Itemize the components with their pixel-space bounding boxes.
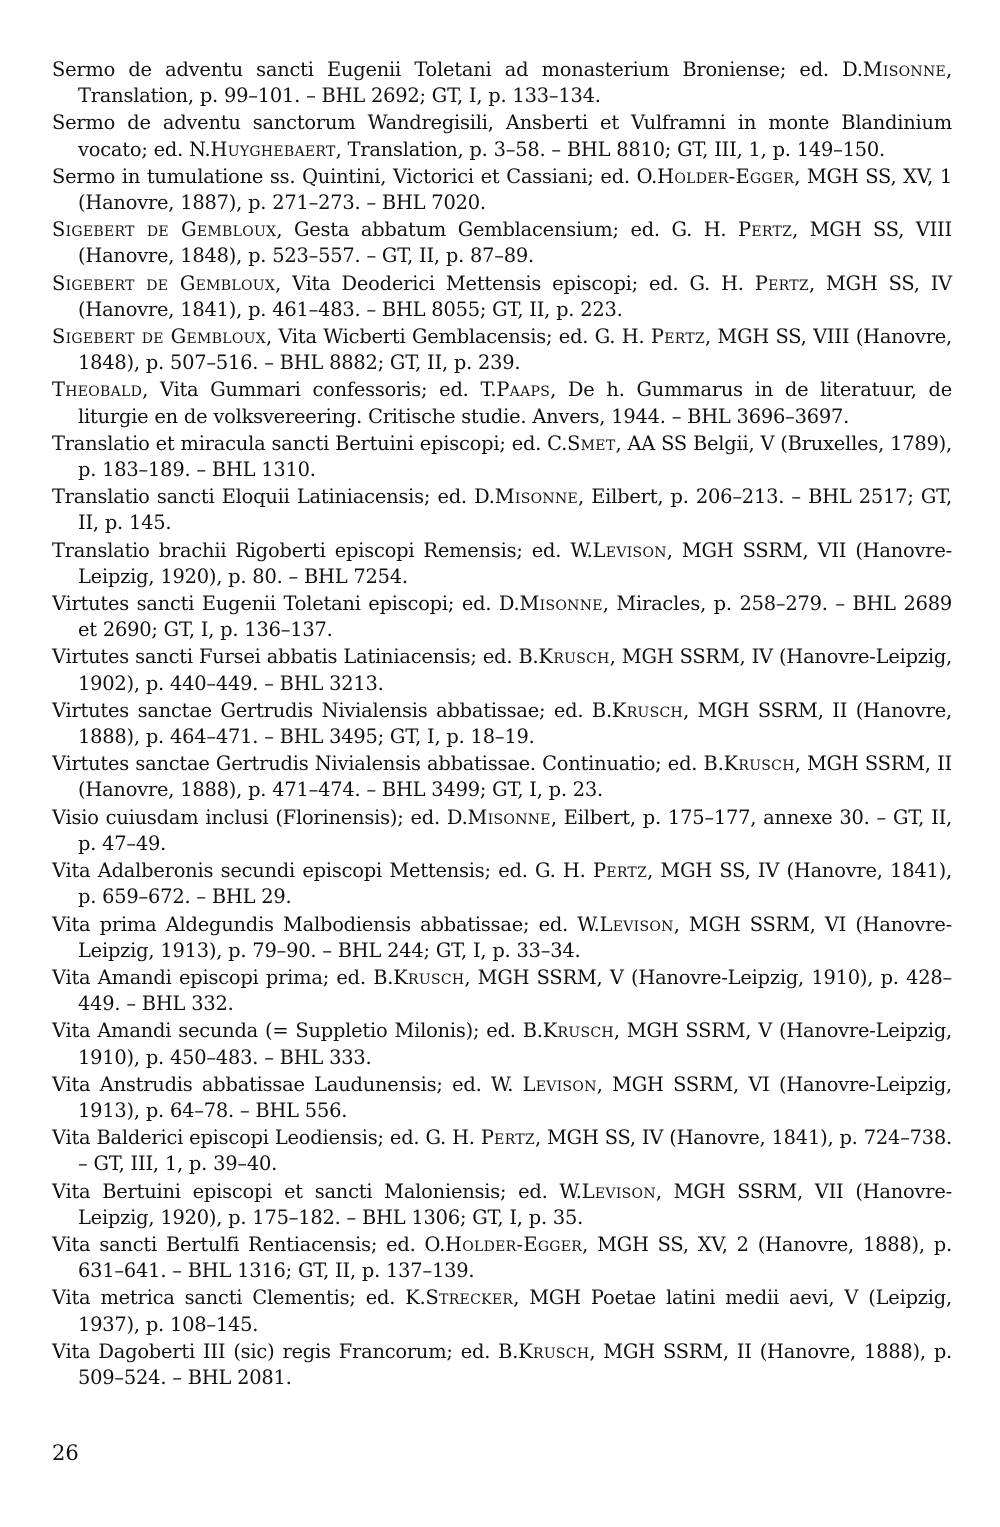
entry-text: , MGH SS, XV, 2 (Hanovre, 1888), p. 631–641. – BHL 1316; GT, II, p. 137–139. bbox=[78, 1232, 952, 1283]
entry-text: , MGH SS, VIII (Hanovre, 1848), p. 523–557. – GT, II, p. 87–89. bbox=[78, 218, 952, 268]
entry-text: , MGH SSRM, VII (Hanovre-Leipzig, 1920), p. 175–182. – BHL 1306; GT, I, p. 35. bbox=[78, 1179, 952, 1229]
entry-text: , Vita Wicberti Gemblacensis; ed. G. H. bbox=[266, 325, 651, 349]
page-number: 26 bbox=[52, 1441, 79, 1465]
author-name: Levison bbox=[599, 912, 674, 936]
entry-text: Virtutes sanctae Gertrudis Nivialensis abbatissae; ed. B. bbox=[52, 698, 612, 722]
bibliography-entry bbox=[52, 377, 952, 429]
bibliography-entry bbox=[52, 217, 952, 269]
bibliography-entry bbox=[52, 164, 952, 216]
entry-text: , Miracles, p. 258–279. – BHL 2689 et 2690; GT, I, p. 136–137. bbox=[78, 592, 952, 642]
entry-text: , MGH SS, XV, 1 (Hanovre, 1887), p. 271–273. – BHL 7020. bbox=[78, 164, 952, 215]
entry-text: , MGH SS, IV (Hanovre, 1841), p. 659–672. – BHL 29. bbox=[78, 859, 952, 909]
author-name: Paaps bbox=[496, 378, 551, 402]
entry-text: , MGH SSRM, II (Hanovre, 1888), p. 509–524. – BHL 2081. bbox=[78, 1339, 952, 1389]
entry-text: Vita Balderici episcopi Leodiensis; ed. G. H. bbox=[52, 1126, 481, 1150]
entry-text: , De h. Gummarus in de literatuur, de liturgie en de volksvereering. Critische studie. Anvers, 1944. – BHL 3696–3697. bbox=[78, 378, 952, 428]
entry-text: , AA SS Belgii, V (Bruxelles, 1789), p. 183–189. – BHL 1310. bbox=[78, 431, 952, 482]
author-name: Smet bbox=[567, 431, 616, 455]
entry-text: Vita sancti Bertulfi Rentiacensis; ed. O. bbox=[52, 1232, 446, 1256]
bibliography-list bbox=[52, 57, 952, 1392]
bibliography-entry bbox=[52, 1125, 952, 1177]
entry-text: Virtutes sancti Eugenii Toletani episcopi; ed. D. bbox=[52, 592, 520, 616]
bibliography-entry bbox=[52, 965, 952, 1017]
bibliography-entry bbox=[52, 698, 952, 750]
author-name: Levison bbox=[581, 1179, 656, 1203]
bibliography-entry bbox=[52, 57, 952, 109]
author-name: Pertz bbox=[592, 859, 648, 883]
entry-text: , MGH SSRM, V (Hanovre-Leipzig, 1910), p. 428–449. – BHL 332. bbox=[78, 965, 953, 1016]
author-name: Strecker bbox=[425, 1286, 514, 1310]
bibliography-entry bbox=[52, 805, 952, 857]
entry-text: Vita Dagoberti III (sic) regis Francorum; ed. B. bbox=[52, 1339, 519, 1363]
entry-text: , MGH SSRM, II (Hanovre, 1888), p. 471–474. – BHL 3499; GT, I, p. 23. bbox=[78, 752, 952, 802]
author-name: Levison bbox=[592, 538, 667, 562]
author-name: Sigebert de Gembloux bbox=[52, 325, 266, 349]
entry-text: , Vita Deoderici Mettensis episcopi; ed. G. H. bbox=[275, 271, 755, 295]
bibliography-entry bbox=[52, 1072, 952, 1124]
author-name: Misonne bbox=[519, 592, 603, 616]
entry-text: Sermo in tumulatione ss. Quintini, Victorici et Cassiani; ed. O. bbox=[52, 164, 658, 188]
author-name: Krusch bbox=[518, 1339, 590, 1363]
bibliography-entry bbox=[52, 1339, 952, 1391]
entry-text: , Gesta abbatum Gemblacensium; ed. G. H. bbox=[276, 218, 739, 242]
entry-text: Sermo de adventu sancti Eugenii Toletani ad monasterium Broniense; ed. D. bbox=[52, 58, 863, 81]
entry-text: Translatio sancti Eloquii Latiniacensis; ed. D. bbox=[52, 485, 495, 509]
author-name: Pertz bbox=[754, 271, 809, 295]
entry-text: , Eilbert, p. 206–213. – BHL 2517; GT, II, p. 145. bbox=[78, 485, 953, 535]
entry-text: , MGH SS, IV (Hanovre, 1841), p. 461–483. – BHL 8055; GT, II, p. 223. bbox=[78, 271, 952, 321]
entry-text: Vita Amandi secunda (= Suppletio Milonis); ed. B. bbox=[52, 1019, 543, 1043]
entry-text: Virtutes sancti Fursei abbatis Latiniacensis; ed. B. bbox=[52, 645, 539, 669]
bibliography-entry bbox=[52, 110, 952, 162]
entry-text: , MGH SSRM, V (Hanovre-Leipzig, 1910), p. 450–483. – BHL 333. bbox=[78, 1019, 952, 1069]
entry-text: Translatio brachii Rigoberti episcopi Remensis; ed. W. bbox=[52, 538, 593, 562]
bibliography-entry bbox=[52, 324, 952, 376]
entry-text: , MGH Poetae latini medii aevi, V (Leipzig, 1937), p. 108–145. bbox=[78, 1286, 952, 1336]
bibliography-entry bbox=[52, 431, 952, 483]
author-name: Krusch bbox=[542, 1019, 614, 1043]
entry-text: , Translation, p. 3–58. – BHL 8810; GT, III, 1, p. 149–150. bbox=[335, 137, 886, 161]
entry-text: , MGH SSRM, VI (Hanovre-Leipzig, 1913), p. 64–78. – BHL 556. bbox=[78, 1072, 952, 1122]
author-name: Holder-Egger bbox=[657, 164, 795, 188]
entry-text: Translatio et miracula sancti Bertuini episcopi; ed. C. bbox=[52, 431, 568, 455]
author-name: Sigebert de Gembloux bbox=[52, 218, 277, 242]
author-name: Pertz bbox=[650, 325, 706, 349]
author-name: Misonne bbox=[494, 485, 579, 509]
bibliography-entry bbox=[52, 484, 952, 536]
entry-text: Vita metrica sancti Clementis; ed. K. bbox=[52, 1286, 426, 1310]
entry-text: , Eilbert, p. 175–177, annexe 30. – GT, II, p. 47–49. bbox=[78, 805, 952, 855]
entry-text: Vita Amandi episcopi prima; ed. B. bbox=[52, 965, 394, 989]
author-name: Pertz bbox=[738, 218, 793, 242]
entry-text: , Translation, p. 99–101. – BHL 2692; GT, I, p. 133–134. bbox=[78, 58, 952, 108]
author-name: Sigebert de Gembloux bbox=[52, 271, 276, 295]
author-name: Misonne bbox=[862, 58, 947, 81]
author-name: Holder-Egger bbox=[445, 1232, 583, 1256]
bibliography-entry bbox=[52, 912, 952, 964]
entry-text: , Vita Gummari confessoris; ed. T. bbox=[142, 378, 497, 402]
entry-text: , MGH SSRM, VII (Hanovre-Leipzig, 1920), p. 80. – BHL 7254. bbox=[78, 538, 952, 588]
bibliography-entry bbox=[52, 1179, 952, 1231]
entry-text: Vita Adalberonis secundi episcopi Mettensis; ed. G. H. bbox=[52, 859, 593, 883]
bibliography-entry bbox=[52, 858, 952, 910]
entry-text: Visio cuiusdam inclusi (Florinensis); ed. D. bbox=[52, 805, 468, 829]
bibliography-entry bbox=[52, 1018, 952, 1070]
entry-text: , MGH SSRM, II (Hanovre, 1888), p. 464–471. – BHL 3495; GT, I, p. 18–19. bbox=[78, 698, 952, 749]
entry-text: Vita Anstrudis abbatissae Laudunensis; ed. W. bbox=[52, 1072, 523, 1096]
entry-text: , MGH SS, VIII (Hanovre, 1848), p. 507–516. – BHL 8882; GT, II, p. 239. bbox=[78, 325, 953, 375]
bibliography-entry bbox=[52, 644, 952, 696]
bibliography-entry bbox=[52, 538, 952, 590]
bibliography-entry bbox=[52, 1285, 952, 1337]
bibliography-entry bbox=[52, 591, 952, 643]
entry-text: , MGH SS, IV (Hanovre, 1841), p. 724–738. – GT, III, 1, p. 39–40. bbox=[78, 1126, 952, 1176]
author-name: Krusch bbox=[611, 698, 684, 722]
entry-text: Virtutes sanctae Gertrudis Nivialensis abbatissae. Continuatio; ed. B. bbox=[52, 752, 724, 776]
bibliography-entry bbox=[52, 751, 952, 803]
entry-text: , MGH SSRM, VI (Hanovre-Leipzig, 1913), p. 79–90. – BHL 244; GT, I, p. 33–34. bbox=[78, 912, 952, 962]
author-name: Huyghebaert bbox=[210, 137, 336, 161]
author-name: Misonne bbox=[467, 805, 551, 829]
entry-text: Vita Bertuini episcopi et sancti Maloniensis; ed. W. bbox=[52, 1179, 582, 1203]
entry-text: Vita prima Aldegundis Malbodiensis abbatissae; ed. W. bbox=[52, 912, 600, 936]
entry-text: , MGH SSRM, IV (Hanovre-Leipzig, 1902), p. 440–449. – BHL 3213. bbox=[78, 645, 953, 695]
author-name: Krusch bbox=[393, 965, 465, 989]
bibliography-entry bbox=[52, 271, 952, 323]
author-name: Krusch bbox=[723, 752, 795, 776]
bibliography-entry bbox=[52, 1232, 952, 1284]
author-name: Theobald bbox=[52, 378, 143, 402]
author-name: Levison bbox=[522, 1072, 597, 1096]
author-name: Krusch bbox=[538, 645, 610, 669]
entry-text: Sermo de adventu sanctorum Wandregisili, Ansberti et Vulframni in monte Blandinium vocato; ed. N. bbox=[52, 111, 952, 161]
author-name: Pertz bbox=[480, 1126, 535, 1150]
